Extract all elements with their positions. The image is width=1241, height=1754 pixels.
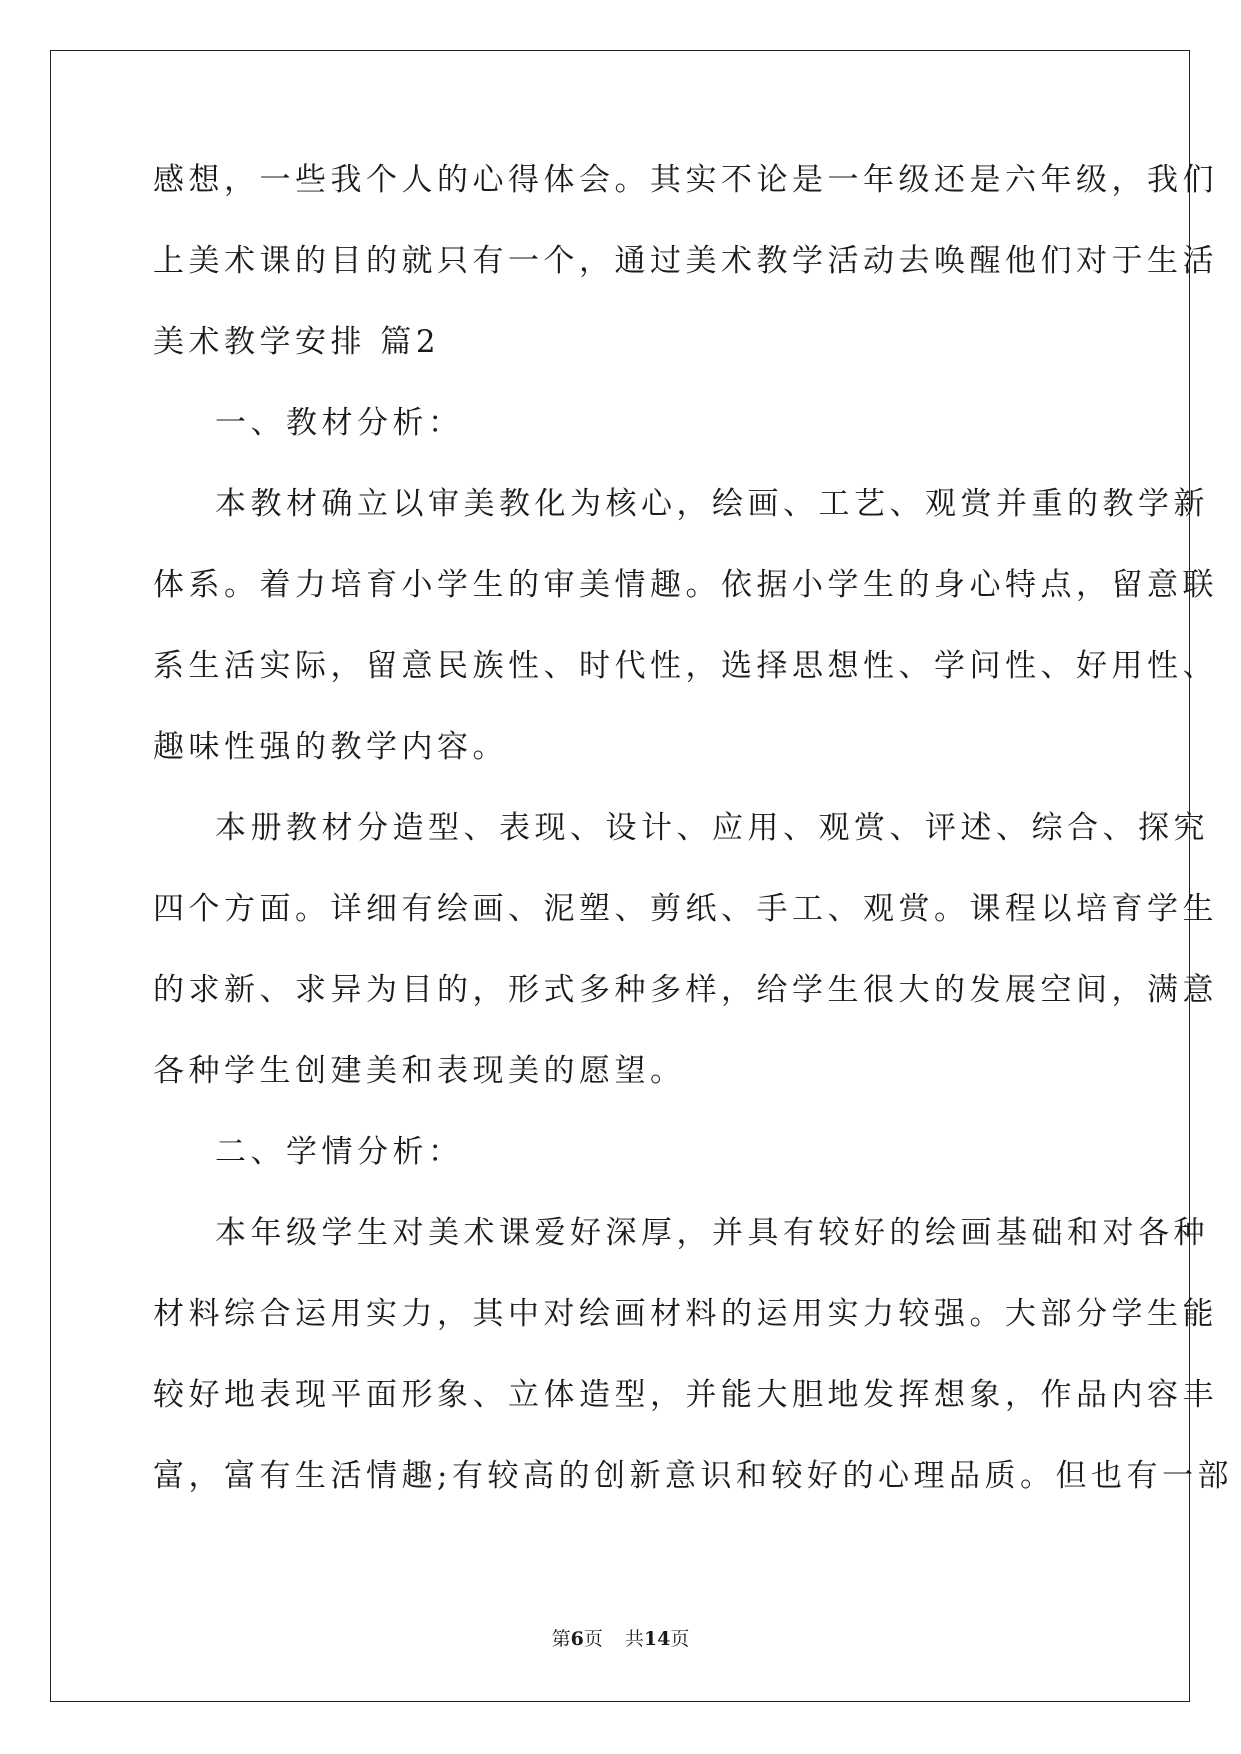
total-suffix: 页 bbox=[670, 1628, 690, 1650]
text-line: 本册教材分造型、表现、设计、应用、观赏、评述、综合、探究 bbox=[215, 810, 1209, 846]
subsection-heading: 一、教材分析： bbox=[215, 405, 464, 441]
page-total: 14 bbox=[643, 1628, 671, 1650]
subsection-heading: 二、学情分析： bbox=[215, 1134, 464, 1170]
text-line: 感想，一些我个人的心得体会。其实不论是一年级还是六年级，我们 bbox=[153, 162, 1218, 198]
document-body bbox=[153, 160, 1233, 1537]
total-prefix: 共 bbox=[624, 1628, 644, 1650]
text-line: 本年级学生对美术课爱好深厚，并具有较好的绘画基础和对各种 bbox=[215, 1215, 1209, 1251]
text-line: 体系。着力培育小学生的审美情趣。依据小学生的身心特点，留意联 bbox=[153, 567, 1218, 603]
page-suffix: 页 bbox=[583, 1628, 603, 1650]
page-footer bbox=[0, 1627, 1241, 1651]
text-line: 的求新、求异为目的，形式多种多样，给学生很大的发展空间，满意 bbox=[153, 972, 1218, 1008]
text-line: 较好地表现平面形象、立体造型，并能大胆地发挥想象，作品内容丰 bbox=[153, 1377, 1218, 1413]
page-current: 6 bbox=[570, 1628, 584, 1650]
text-line: 材料综合运用实力，其中对绘画材料的运用实力较强。大部分学生能 bbox=[153, 1296, 1218, 1332]
section-heading: 美术教学安排 篇2 bbox=[153, 324, 441, 360]
text-line: 各种学生创建美和表现美的愿望。 bbox=[153, 1053, 686, 1089]
text-line: 系生活实际，留意民族性、时代性，选择思想性、学问性、好用性、 bbox=[153, 648, 1218, 684]
text-line: 趣味性强的教学内容。 bbox=[153, 729, 508, 765]
text-line: 四个方面。详细有绘画、泥塑、剪纸、手工、观赏。课程以培育学生 bbox=[153, 891, 1218, 927]
page-prefix: 第 bbox=[551, 1628, 571, 1650]
text-line: 本教材确立以审美教化为核心，绘画、工艺、观赏并重的教学新 bbox=[215, 486, 1209, 522]
text-line: 富，富有生活情趣;有较高的创新意识和较好的心理品质。但也有一部 bbox=[153, 1458, 1233, 1494]
text-line: 上美术课的目的就只有一个，通过美术教学活动去唤醒他们对于生活 bbox=[153, 243, 1218, 279]
